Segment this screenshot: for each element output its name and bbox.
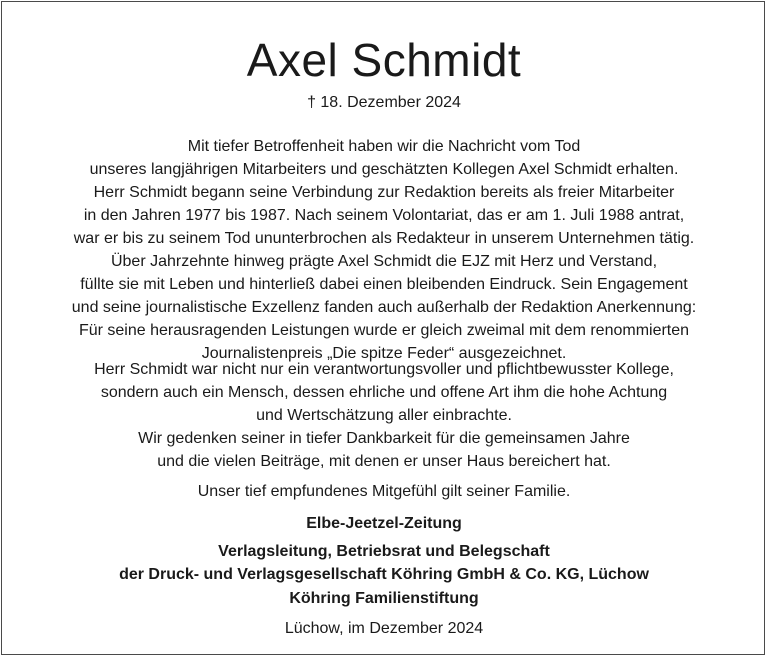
- text-line: Unser tief empfundenes Mitgefühl gilt seiner Familie.: [197, 483, 571, 500]
- place-date-line: Lüchow, im Dezember 2024: [284, 620, 484, 637]
- text-line: sondern auch ein Mensch, dessen ehrliche und offene Art ihm die hohe Achtung: [100, 384, 668, 401]
- text-line: Für seine herausragenden Leistungen wurde er gleich zweimal mit dem renommierten: [78, 322, 690, 339]
- text-line: Journalistenpreis „Die spitze Feder“ ausgezeichnet.: [201, 345, 567, 362]
- text-line: Über Jahrzehnte hinweg prägte Axel Schmidt die EJZ mit Herz und Verstand,: [110, 253, 658, 270]
- deceased-name: Axel Schmidt: [246, 34, 522, 86]
- text-line: unseres langjährigen Mitarbeiters und geschätzten Kollegen Axel Schmidt erhalten.: [89, 161, 679, 178]
- foundation-name: Köhring Familienstiftung: [289, 590, 479, 607]
- text-line: füllte sie mit Leben und hinterließ dabei einen bleibenden Eindruck. Sein Engagement: [80, 276, 688, 293]
- place-and-date: [0, 617, 768, 640]
- text-line: in den Jahren 1977 bis 1987. Nach seinem Volontariat, das er am 1. Juli 1988 antrat,: [83, 207, 685, 224]
- text-line: Mit tiefer Betroffenheit haben wir die Nachricht vom Tod: [187, 138, 581, 155]
- staff-line: Verlagsleitung, Betriebsrat und Belegschaft: [218, 543, 550, 560]
- paragraph-remembrance: [0, 427, 768, 473]
- signature-newspaper: [0, 512, 768, 535]
- signature-foundation: [0, 587, 768, 610]
- signature-staff: [0, 540, 768, 586]
- paragraph-condolence: [0, 480, 768, 503]
- paragraph-career: [0, 181, 768, 250]
- paragraph-character: [0, 358, 768, 427]
- company-line: der Druck- und Verlagsgesellschaft Köhring GmbH & Co. KG, Lüchow: [119, 566, 649, 583]
- newspaper-name: Elbe-Jeetzel-Zeitung: [306, 515, 462, 532]
- text-line: und die vielen Beiträge, mit denen er unser Haus bereichert hat.: [157, 453, 611, 470]
- text-line: Herr Schmidt begann seine Verbindung zur Redaktion bereits als freier Mitarbeiter: [93, 184, 675, 201]
- death-date: † 18. Dezember 2024: [307, 94, 461, 111]
- text-line: Herr Schmidt war nicht nur ein verantwortungsvoller und pflichtbewusster Kollege,: [94, 361, 674, 378]
- text-line: und Wertschätzung aller einbrachte.: [256, 407, 512, 424]
- text-line: Wir gedenken seiner in tiefer Dankbarkeit für die gemeinsamen Jahre: [138, 430, 630, 447]
- paragraph-achievements: [0, 250, 768, 365]
- text-line: und seine journalistische Exzellenz fanden auch außerhalb der Redaktion Anerkennung:: [71, 299, 697, 316]
- text-line: war er bis zu seinem Tod ununterbrochen als Redakteur in unserem Unternehmen tätig.: [73, 230, 695, 247]
- paragraph-announcement: [0, 135, 768, 181]
